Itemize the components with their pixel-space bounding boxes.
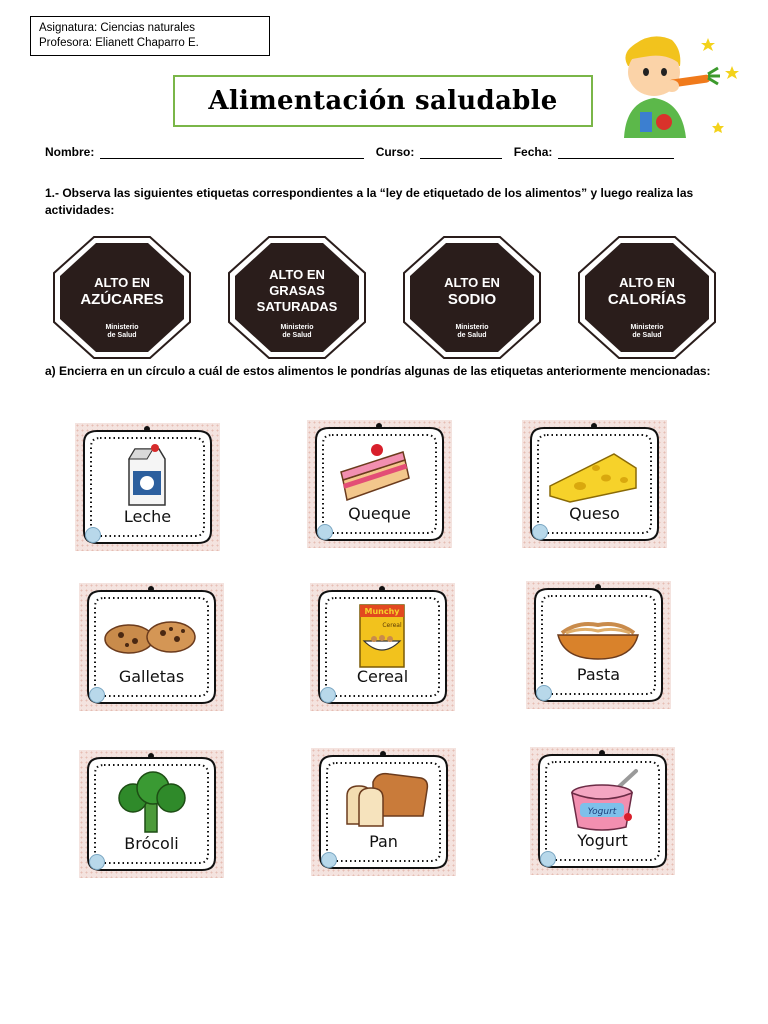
badge-icon: [320, 687, 336, 703]
subject-info-box: [30, 16, 270, 56]
food-card-queque[interactable]: [307, 420, 452, 548]
food-label: Brócoli: [124, 834, 179, 853]
food-label: Queque: [348, 504, 411, 523]
sign-footer2: de Salud: [632, 332, 662, 339]
food-label: Cereal: [356, 667, 409, 686]
sign-footer1: Ministerio: [280, 324, 314, 331]
cookies-icon: [101, 601, 201, 671]
food-card-pan[interactable]: [311, 748, 456, 876]
question-a-text: a) Encierra en un círculo a cuál de estos alimentos le pondrías algunas de las etiquetas anteriormente mencionadas:: [45, 364, 711, 378]
bread-icon: [333, 766, 433, 836]
sign-line1: ALTO EN: [94, 275, 150, 290]
question-1-text: 1.- Observa las siguientes etiquetas correspondientes a la “ley de etiquetado de los alimentos” y luego realiza las actividades:: [45, 186, 694, 217]
sign-line1: ALTO EN: [444, 275, 500, 290]
badge-icon: [317, 524, 333, 540]
milk-carton-icon: [97, 441, 197, 511]
curso-blank[interactable]: [420, 147, 502, 159]
sign-alto-azucares: [52, 235, 192, 360]
food-label: Queso: [569, 504, 620, 523]
sign-line2: SODIO: [447, 291, 497, 308]
teacher-text: Profesora: Elianett Chaparro E.: [39, 37, 199, 49]
nombre-label: Nombre:: [45, 145, 95, 159]
sign-alto-sodio: [402, 235, 542, 360]
badge-icon: [89, 687, 105, 703]
sign-line1: ALTO EN: [269, 267, 325, 282]
fecha-label: Fecha:: [513, 145, 553, 159]
badge-icon: [536, 685, 552, 701]
kid-eating-carrot-illustration: [610, 30, 740, 140]
curso-label: Curso:: [375, 145, 415, 159]
sign-footer1: Ministerio: [105, 324, 139, 331]
sign-alto-calorias: [577, 235, 717, 360]
sign-line2: AZÚCARES: [80, 291, 164, 308]
sign-footer1: Ministerio: [455, 324, 489, 331]
badge-icon: [89, 854, 105, 870]
pasta-bowl-icon: [548, 599, 648, 669]
sign-line2: GRASAS: [269, 283, 325, 298]
food-card-cereal[interactable]: [310, 583, 455, 711]
cheese-icon: [544, 438, 644, 508]
fecha-blank[interactable]: [558, 147, 674, 159]
food-card-galletas[interactable]: [79, 583, 224, 711]
food-label: Pasta: [576, 665, 621, 684]
sign-line3: SATURADAS: [256, 299, 338, 314]
broccoli-icon: [101, 768, 201, 838]
sign-line2: CALORÍAS: [607, 291, 687, 308]
food-label: Leche: [123, 507, 172, 526]
cake-slice-icon: [329, 438, 429, 508]
sign-footer2: de Salud: [457, 332, 487, 339]
cereal-box-icon: [332, 601, 432, 671]
page-title: Alimentación saludable: [208, 86, 558, 116]
food-label: Yogurt: [577, 831, 628, 850]
badge-icon: [540, 851, 556, 867]
cereal-brand: Munchy: [364, 607, 400, 616]
yogurt-cup-text: Yogurt: [587, 807, 617, 817]
food-card-yogurt[interactable]: [530, 747, 675, 875]
nombre-blank[interactable]: [100, 147, 364, 159]
cereal-box-text: Cereal: [382, 622, 402, 629]
sign-line1: ALTO EN: [619, 275, 675, 290]
food-label: Pan: [369, 832, 398, 851]
title-box: [173, 75, 593, 127]
sign-footer1: Ministerio: [630, 324, 664, 331]
badge-icon: [85, 527, 101, 543]
sign-footer2: de Salud: [282, 332, 312, 339]
food-card-queso[interactable]: [522, 420, 667, 548]
food-card-pasta[interactable]: [526, 581, 671, 709]
food-card-brocoli[interactable]: [79, 750, 224, 878]
sign-footer2: de Salud: [107, 332, 137, 339]
food-label: Galletas: [118, 667, 185, 686]
sign-alto-grasas-saturadas: [227, 235, 367, 360]
badge-icon: [321, 852, 337, 868]
student-fields-row: [45, 145, 735, 159]
yogurt-icon: [552, 765, 652, 835]
subject-text: Asignatura: Ciencias naturales: [39, 22, 195, 34]
food-card-leche[interactable]: [75, 423, 220, 551]
badge-icon: [532, 524, 548, 540]
